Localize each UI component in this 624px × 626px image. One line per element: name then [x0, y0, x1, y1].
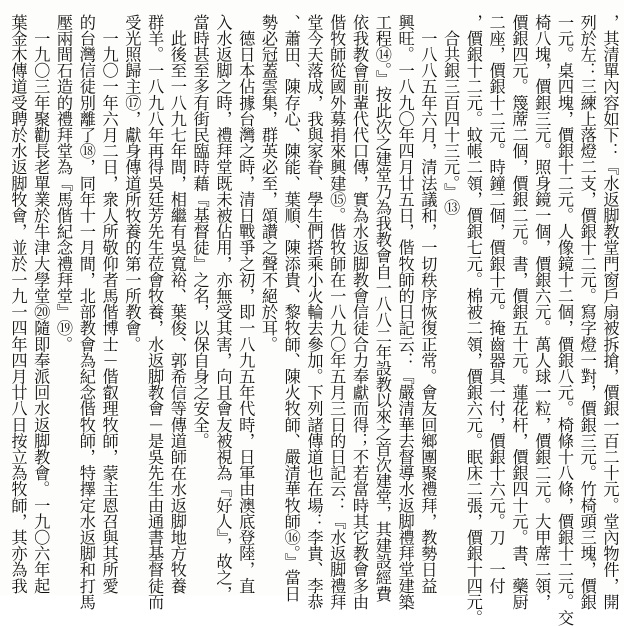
text-column: 此後至一八九七年間，相繼有吳寬裕、葉俊、郭希信等傳道師在水返脚地方牧養 — [167, 14, 187, 594]
text-column: ，價銀十二元。蚊帳二領，價銀七元。棉被二領，價銀六元。眠床二張，價銀十四元。 — [463, 14, 483, 626]
text-column: 偕牧師從國外募捐來興建⑮。偕牧師在一八九〇年五月三日的日記云：『水返脚禮拜 — [327, 14, 347, 610]
text-column: 依我教會前輩代代口傳，實為水返脚教會信徒合力奉獻而得；不若當時其它教會多由 — [350, 14, 370, 610]
text-column: 二座，價銀十二元。時鐘二個，價銀十元。掩齒器具一付，價銀十六元。刀 一付 — [486, 14, 506, 594]
text-column: 入水返脚之時，禮拜堂既未被佔用，亦無受其害，向且會友被視為『好人』，故之， — [213, 14, 233, 602]
text-column: 葉金木傳道受聘於水返脚牧會，並於一九一四年四月廿八日按立為牧師，其亦為我 — [8, 14, 28, 594]
text-column: 興旺。一八九〇年四月廿五日，偕牧師的日記云：『嚴清華去督導水返脚禮拜堂建築 — [395, 14, 415, 610]
text-column: 受光照歸主⑰，獻身傳道所牧養的第一所教會。 — [122, 14, 142, 353]
text-column: 當時甚至多有街民臨時藉『基督徒』之名，以保自身之安全。 — [190, 14, 210, 449]
text-column: 一元。桌四塊，價銀十二元。人像鏡十二個，價銀八元。椅條十八條，價銀十二元。交 — [554, 14, 574, 626]
text-column: 合共銀三百四十三元。』⑬ — [441, 14, 461, 216]
text-column: 群羊。一八九八年再得吳廷芳先生莅會牧養，水返脚教會－是吳先生由通書基督徒而 — [145, 14, 165, 610]
text-column: 的台灣信徒別離了⑱，同年十一月間，北部教會為紀念偕牧師，特擇定水返脚和打馬 — [76, 14, 96, 610]
text-column: 一八八五年六月，清法議和，一切秩序恢復正常。會友回鄉團聚禮拜，教勢日益 — [418, 14, 438, 594]
text-column: 一九〇一年六月二日，衆人所敬仰者馬偕博士－偕叡理牧師，蒙主恩召與其所愛 — [99, 14, 119, 594]
text-column: 堂今天落成，我與家眷、學生們搭乘小火輪去參加。下列諸傳道也在場：李貴、李恭 — [304, 14, 324, 610]
text-column: 、蕭田、陳存心、陳能、葉順、陳添貴、黎牧師、陳火牧師、嚴清華牧師⑯。』當日 — [281, 14, 301, 602]
text-column: 價銀四元。篾蓆二個，價銀二元。書，價銀五十元。蓮花杆，價銀四十元。書、藥厨 — [509, 14, 529, 610]
text-column: 列於左：三練上落燈二支，價銀十二元。寫字燈一對，價銀三元。竹椅頭三塊，價銀 — [577, 14, 597, 610]
text-column: 勢必冠蓋雲集，群英必至，頌讚之聲不絕於耳。 — [258, 14, 278, 353]
text-column: 德日本佔據台灣之時，清日戰爭之初，即一八九五年代時，日軍由澳底登陸，直 — [236, 14, 256, 594]
text-column: 一九〇三年聚勸長老單業於牛津大學堂⑳隨即奉派回水返脚教會。一九〇六年起 — [31, 14, 51, 594]
text-column: 壓兩間石造的禮拜堂為『馬偕紀念禮拜堂』⑲。 — [54, 14, 74, 353]
text-column: 椅八塊，價銀三元。照身鏡一個，價銀六元。萬人球一粒，價銀二元。大甲蓆二領， — [532, 14, 552, 610]
text-column: ，其清單內容如下：『水返脚教堂門窗戶扇被拆搶，價銀一百二十元。堂內物件，開 — [600, 14, 620, 610]
text-column: 工程⑭。』按此次之建堂乃為我教會自一八八二年設教以來之首次建堂，其建設經費 — [372, 14, 392, 602]
